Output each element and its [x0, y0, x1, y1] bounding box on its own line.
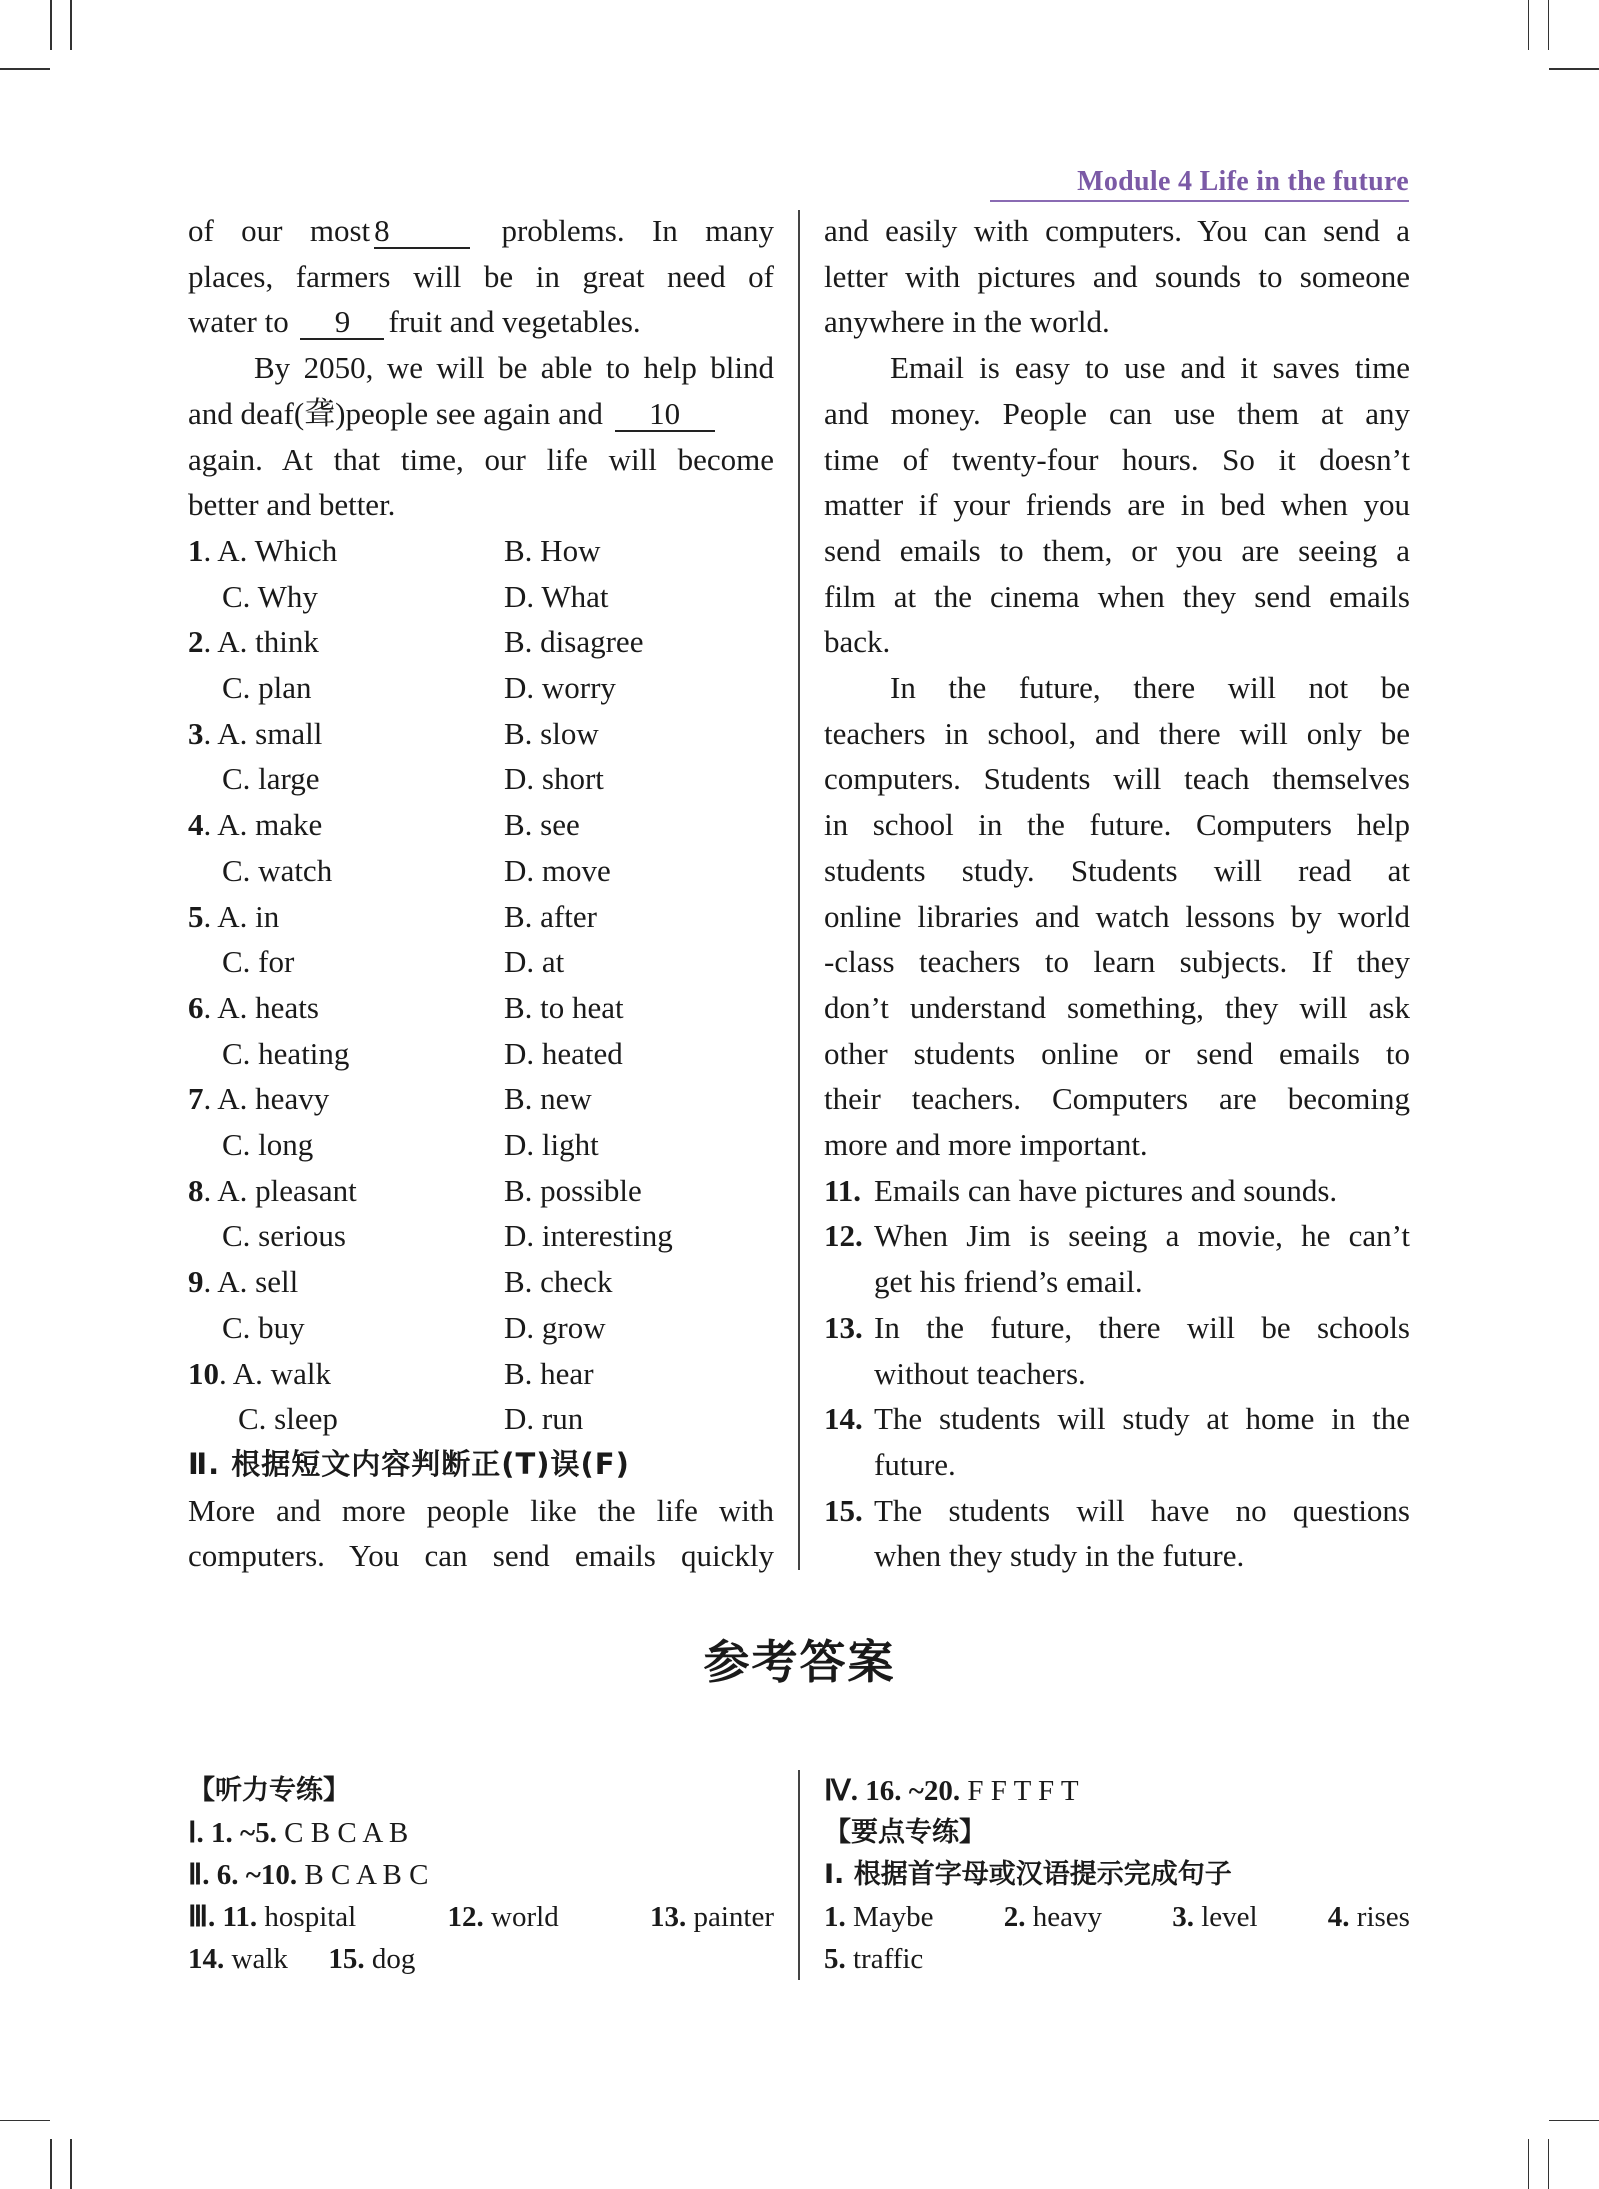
option-d: D. interesting: [504, 1218, 673, 1254]
header-rule: [990, 200, 1409, 202]
option-c: C. sleep: [238, 1401, 338, 1437]
section-title: Ⅱ. 根据短文内容判断正(T)误(F): [188, 1446, 630, 1481]
passage-line: computers. You can send emails quickly: [188, 1538, 774, 1574]
statement-text: The students will have no questions: [874, 1492, 1410, 1528]
option-b: B. to heat: [504, 989, 624, 1025]
right-column: [824, 208, 1410, 1579]
answer-column-divider: [798, 1770, 800, 1980]
passage-line: film at the cinema when they send emails: [824, 578, 1410, 614]
answer-row: 5. traffic: [824, 1943, 924, 1975]
crop-mark: [0, 2120, 50, 2122]
passage-line: other students online or send emails to: [824, 1035, 1410, 1071]
answer-row: Ⅲ. 11. hospital 12. world 13. painter: [188, 1901, 774, 1933]
passage-line: computers. Students will teach themselves: [824, 761, 1410, 797]
answer-section-heading: 【要点专练】: [824, 1817, 986, 1848]
option-c: C. watch: [222, 852, 333, 888]
statement-item: [824, 1305, 1410, 1396]
option-a: 5. A. in: [188, 898, 280, 934]
passage-line: -class teachers to learn subjects. If they: [824, 944, 1410, 980]
option-c: C. plan: [222, 670, 312, 706]
crop-mark: [50, 2139, 52, 2189]
passage-line: By 2050, we will be able to help blind: [254, 350, 774, 386]
passage-line: places, farmers will be in great need of: [188, 258, 774, 294]
passage-line: and easily with computers. You can send a: [824, 213, 1410, 248]
passage-line: in school in the future. Computers help: [824, 807, 1410, 843]
passage-line: and deaf(聋)people see again and 10: [188, 391, 774, 437]
option-a: 6. A. heats: [188, 989, 319, 1025]
passage-line: students study. Students will read at: [824, 852, 1410, 888]
option-b: B. disagree: [504, 624, 644, 660]
statement-item: [824, 1396, 1410, 1487]
option-a: 4. A. make: [188, 807, 323, 843]
crop-mark: [1548, 2139, 1550, 2189]
answer-left-column: [188, 1770, 774, 1980]
passage-line: teachers in school, and there will only be: [824, 715, 1410, 751]
option-b: B. see: [504, 807, 580, 843]
option-a: 9. A. sell: [188, 1264, 299, 1300]
answer-row: Ⅱ. 6. ~10. B C A B C: [188, 1859, 429, 1891]
option-b: B. after: [504, 898, 597, 934]
passage-line: don’t understand something, they will ask: [824, 989, 1410, 1025]
option-c: C. Why: [222, 578, 318, 614]
module-header: Module 4 Life in the future: [1077, 166, 1409, 197]
answer-section-heading: 【听力专练】: [188, 1775, 350, 1806]
crop-mark: [1549, 68, 1599, 70]
option-d: D. light: [504, 1127, 599, 1163]
option-b: B. possible: [504, 1172, 642, 1208]
answer-blank: 10: [615, 398, 715, 432]
crop-mark: [1549, 2120, 1599, 2122]
option-d: D. move: [504, 852, 611, 888]
passage-line: back.: [824, 624, 891, 660]
option-a: 8. A. pleasant: [188, 1172, 357, 1208]
column-divider: [798, 210, 800, 1570]
crop-mark: [1548, 0, 1550, 50]
passage-line: anywhere in the world.: [824, 304, 1110, 340]
option-d: D. worry: [504, 670, 616, 706]
statement-text: Emails can have pictures and sounds.: [874, 1172, 1338, 1208]
passage-line: water to 9 fruit and vegetables.: [188, 304, 641, 340]
crop-mark: [70, 0, 72, 50]
option-c: C. long: [222, 1127, 314, 1163]
statement-number: 14.: [824, 1401, 863, 1437]
answer-right-column: [824, 1770, 1410, 1980]
passage-line: and money. People can use them at any: [824, 395, 1410, 431]
option-d: D. grow: [504, 1309, 606, 1345]
option-d: D. at: [504, 944, 565, 980]
answer-row: 14. walk 15. dog: [188, 1943, 416, 1975]
statement-item: [824, 1488, 1410, 1579]
option-d: D. run: [504, 1401, 584, 1437]
passage-line: their teachers. Computers are becoming: [824, 1081, 1410, 1117]
statement-text: When Jim is seeing a movie, he can’t: [874, 1218, 1410, 1254]
crop-mark: [1528, 0, 1530, 50]
statement-number: 12.: [824, 1218, 863, 1254]
option-b: B. How: [504, 532, 601, 568]
statement-number: 15.: [824, 1492, 863, 1528]
statement-item: [824, 1168, 1410, 1214]
option-b: B. check: [504, 1264, 613, 1300]
option-d: D. What: [504, 578, 609, 614]
statement-number: 11.: [824, 1172, 862, 1208]
passage-line: better and better.: [188, 487, 396, 523]
option-b: B. slow: [504, 715, 599, 751]
answer-row: 1. Maybe 2. heavy 3. level 4. rises: [824, 1901, 1410, 1933]
statement-number: 13.: [824, 1309, 863, 1345]
passage-line: matter if your friends are in bed when you: [824, 487, 1410, 523]
option-c: C. serious: [222, 1218, 346, 1254]
statement-text: without teachers.: [874, 1355, 1086, 1391]
passage-line: online libraries and watch lessons by world: [824, 898, 1410, 934]
answer-row: Ⅰ. 1. ~5. C B C A B: [188, 1817, 409, 1849]
passage-line: more and more important.: [824, 1127, 1148, 1163]
passage-line: send emails to them, or you are seeing a: [824, 532, 1410, 568]
passage-line: again. At that time, our life will become: [188, 441, 774, 477]
passage-line: of our most 8 problems. In many: [188, 213, 774, 248]
passage-line: More and more people like the life with: [188, 1492, 774, 1528]
option-d: D. heated: [504, 1035, 623, 1071]
passage-line: letter with pictures and sounds to someone: [824, 258, 1410, 294]
answer-key-title: 参考答案: [703, 1635, 896, 1689]
option-c: C. for: [222, 944, 295, 980]
option-a: 1. A. Which: [188, 532, 338, 568]
option-c: C. large: [222, 761, 320, 797]
answer-blank: 9: [300, 306, 384, 340]
option-c: C. buy: [222, 1309, 305, 1345]
option-a: 7. A. heavy: [188, 1081, 330, 1117]
answer-row: Ⅳ. 16. ~20. F F T F T: [824, 1775, 1079, 1807]
left-column: [188, 208, 774, 1579]
answer-blank: 8: [374, 215, 470, 249]
options-list: [188, 528, 774, 1442]
option-b: B. new: [504, 1081, 592, 1117]
option-d: D. short: [504, 761, 604, 797]
statement-text: In the future, there will be schools: [874, 1309, 1410, 1345]
option-a: 3. A. small: [188, 715, 323, 751]
option-c: C. heating: [222, 1035, 350, 1071]
option-b: B. hear: [504, 1355, 594, 1391]
passage-line: Email is easy to use and it saves time: [890, 350, 1410, 386]
option-a: 2. A. think: [188, 624, 319, 660]
crop-mark: [70, 2139, 72, 2189]
statement-text: future.: [874, 1446, 956, 1482]
crop-mark: [50, 0, 52, 50]
crop-mark: [1528, 2139, 1530, 2189]
statement-text: The students will study at home in the: [874, 1401, 1410, 1437]
passage-line: In the future, there will not be: [890, 670, 1410, 706]
option-a: 10. A. walk: [188, 1355, 331, 1391]
answer-subheading: Ⅰ. 根据首字母或汉语提示完成句子: [824, 1859, 1232, 1890]
statement-text: when they study in the future.: [874, 1538, 1245, 1574]
crop-mark: [0, 68, 50, 70]
statement-text: get his friend’s email.: [874, 1264, 1143, 1300]
passage-line: time of twenty-four hours. So it doesn’t: [824, 441, 1410, 477]
statement-item: [824, 1213, 1410, 1304]
